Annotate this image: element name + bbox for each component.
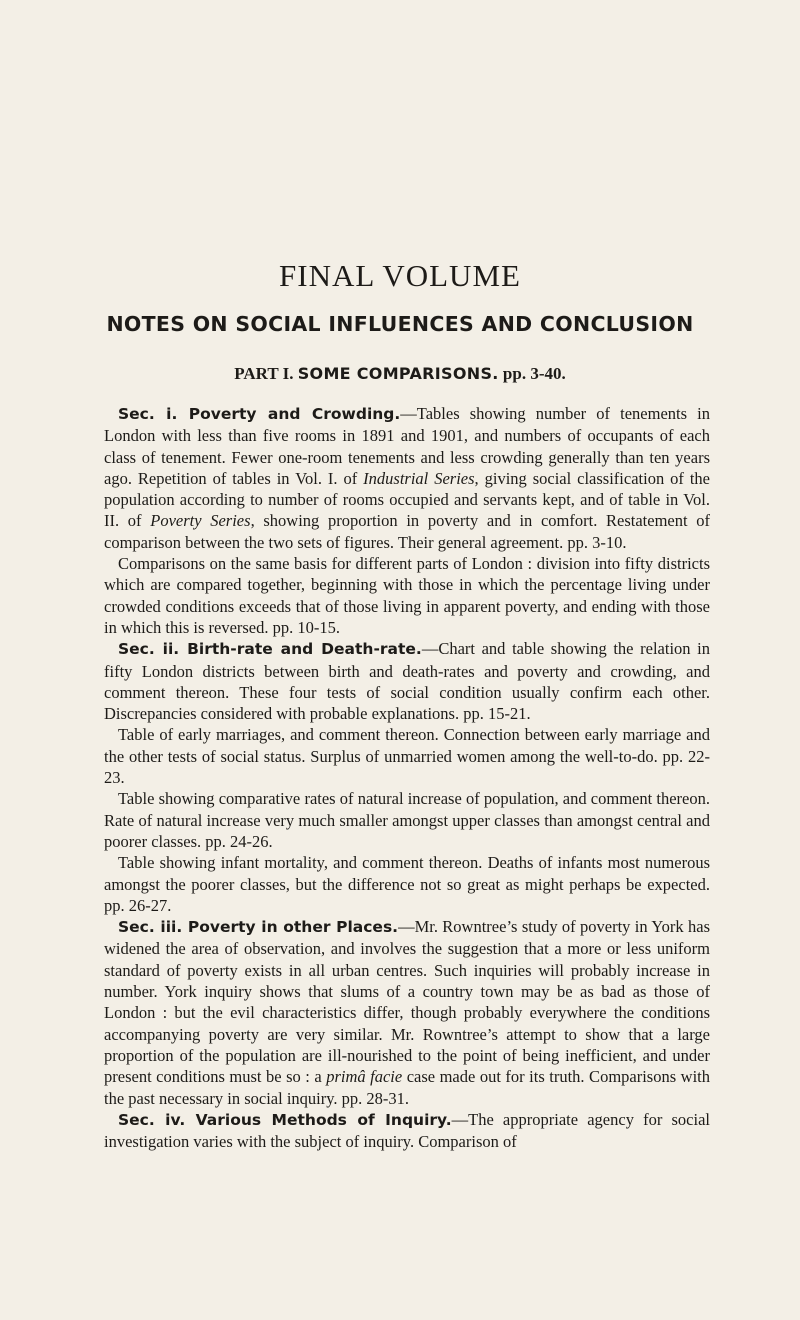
section-heading: Sec. i. Poverty and Crowding. xyxy=(118,405,401,423)
page-title: FINAL VOLUME xyxy=(279,258,521,293)
body-text xyxy=(104,403,710,1152)
paragraph-text: —Chart and table showing the relation in fifty London districts between birth and death-rates and poverty and crowding, and comment thereon. These four tests of social condition usually confirm each other. Discrepancies considered with probable explanations. pp. 15-21. xyxy=(104,639,711,724)
paragraph-text: Table of early marriages, and comment thereon. Connection between early marriage and the other tests of social status. Surplus of unmarried women among the well-to-do. pp. 22-23. xyxy=(104,725,710,788)
paragraph-text: , giving social classification of the population according to number of rooms occupied and servants kept, and of table in Vol. II. of xyxy=(104,468,711,531)
paragraph-text: case made out for its truth. Comparisons with the past necessary in social inquiry. pp. 28-31. xyxy=(104,1067,710,1108)
paragraph-text: —The appropriate agency for social investigation varies with the subject of inquiry. Comparison of xyxy=(104,1109,710,1152)
paragraph xyxy=(104,788,710,852)
paragraph-text: —Mr. Rowntree’s study of poverty in York has widened the area of observation, and involves the suggestion that a more or less uniform standard of poverty exists in all urban centres. Such inquiries will probably increase in number. York inquiry shows that slums of a country town may be as bad as those of London : but the evil characteristics differ, though probably everywhere the conditions accompanying poverty are very similar. Mr. Rowntree’s attempt to show that a large proportion of the population are ill-nourished to the point of being inefficient, and under present conditions must be so : a xyxy=(104,917,710,1087)
section-heading: Sec. iii. Poverty in other Places. xyxy=(118,918,399,937)
paragraph-text: Table showing comparative rates of natural increase of population, and comment thereon. Rate of natural increase very much smaller amongst upper classes than amongst central and poorer classes. pp. 24-26. xyxy=(104,789,710,851)
part-title: SOME COMPARISONS. xyxy=(297,364,499,383)
italic-title: Industrial Series xyxy=(363,468,475,488)
part-label: PART I. xyxy=(234,364,294,383)
paragraph xyxy=(104,553,710,638)
volume-subtitle: NOTES ON SOCIAL INFLUENCES AND CONCLUSION xyxy=(106,312,694,336)
section-paragraph xyxy=(104,403,710,553)
section-heading: Sec. ii. Birth-rate and Death-rate. xyxy=(118,640,422,659)
section-heading: Sec. iv. Various Methods of Inquiry. xyxy=(118,1110,452,1129)
part-heading xyxy=(0,364,800,384)
section-paragraph xyxy=(104,638,710,724)
paragraph-text: , showing proportion in poverty and in comfort. Restatement of comparison between the two sets of figures. Their general agreement. pp. 3-10. xyxy=(104,511,710,552)
italic-title: Poverty Series xyxy=(150,511,251,531)
part-pages: pp. 3-40. xyxy=(502,364,566,383)
paragraph xyxy=(104,852,710,916)
section-paragraph xyxy=(104,1109,710,1153)
paragraph-text: —Tables showing number of tenements in London with less than five rooms in 1891 and 1901, and numbers of occupants of each class of tenement. Fewer one-room tenements and less crowding generally than ten years ago. Repetition of tables in Vol. I. of xyxy=(104,404,710,488)
paragraph-text: Comparisons on the same basis for different parts of London : division into fifty districts which are compared together, beginning with those in which the percentage living under crowded conditions exceeds that of those living in apparent poverty, and ending with those in which this is reversed. pp. 10-15. xyxy=(104,554,710,637)
section-paragraph xyxy=(104,916,710,1109)
paragraph-text: Table showing infant mortality, and comment thereon. Deaths of infants most numerous amongst the poorer classes, but the difference not so great as might perhaps be expected. pp. 26-27. xyxy=(104,853,710,915)
paragraph xyxy=(104,724,710,788)
italic-title: primâ facie xyxy=(326,1067,403,1087)
